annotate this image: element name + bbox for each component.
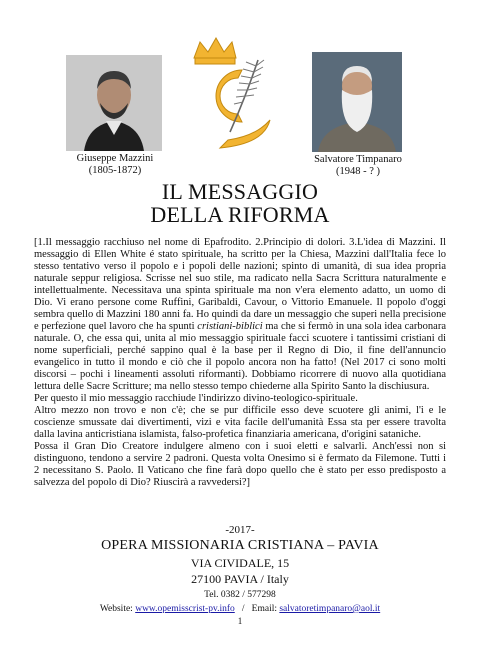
- email-label: Email:: [251, 604, 277, 614]
- mazzini-portrait: [66, 55, 162, 151]
- page-number: 1: [237, 616, 243, 626]
- email-link[interactable]: salvatoretimpanaro@aol.it: [279, 604, 381, 614]
- footer-year: -2017-: [225, 524, 255, 536]
- page-title: [130, 180, 350, 226]
- portrait-mazzini-image: [66, 55, 162, 151]
- links-separator: /: [241, 604, 245, 614]
- portrait-timpanaro-image: [312, 52, 402, 152]
- mazzini-dates: (1805-1872): [88, 165, 142, 176]
- mazzini-name: Giuseppe Mazzini: [76, 153, 154, 164]
- paragraph-1-emphasis: cristiani-biblici: [197, 321, 263, 332]
- footer-organization: OPERA MISSIONARIA CRISTIANA – PAVIA: [101, 538, 379, 553]
- timpanaro-caption: [296, 154, 420, 178]
- title-line-1: IL MESSAGGIO: [161, 179, 319, 204]
- crown-c-s-palm-emblem-icon: [186, 36, 274, 152]
- paragraph-1: [34, 237, 446, 393]
- paragraph-1-end: ma che si fermò in una sola idea carbonara naturale. O, che essa qui, unita al mio messaggio spirituale facci scuotere i tantissimi cristiani di nome superficiali, perché sappino qual è la base per il Regno di Dio, il fine dell'annuncio evangelico in tutto il mondo e ciò che il popolo ancora non ha fatto! (Nel 2017 ci sono molti discorsi – pochi i lineamenti assoluti riformanti). Dobbiamo ricorrere di nuovo alla quotidiana lettura delle Sacre Scritture; ma nello stesso tempo chiederne alla Spirito Santo la dischiusura.: [34, 321, 446, 392]
- title-line-2: DELLA RIFORMA: [150, 202, 330, 227]
- website-label: Website:: [99, 604, 133, 614]
- footer-contact-links: [0, 604, 480, 614]
- footer-city: 27100 PAVIA / Italy: [191, 572, 289, 586]
- message-body: [34, 237, 446, 489]
- website-link[interactable]: www.opemisscrist-pv.info: [135, 604, 235, 614]
- timpanaro-dates: (1948 - ? ): [335, 166, 381, 177]
- mazzini-caption: [50, 153, 180, 177]
- paragraph-4: Possa il Gran Dio Creatore indulgere almeno con i suoi eletti e salvarli. Anch'essi non si distinguono, tendono a servire 2 padroni. Questa volta Onesimo si è fermato da Filemone. Tutti i 2 necessitano S. Paolo. Il Vaticano che fine farà dopo quello che è stato per esso predisposto a salvezza del popolo di Dio? Riuscirà a ravvedersi?]: [34, 441, 446, 488]
- footer-street: VIA CIVIDALE, 15: [190, 556, 290, 570]
- footer-telephone: Tel. 0382 / 577298: [204, 590, 276, 600]
- paragraph-3: Altro mezzo non trovo e non c'è; che se pur difficile esso deve scuotere gli animi, l'i e le coscienze smussate dai divertimenti, vizi e vita facile dell'umanità Essa sta per essere travolta dalla lavina anticristiana islamista, falso-profetica finanziaria americana, d'origini sataniche.: [34, 405, 446, 440]
- timpanaro-name: Salvatore Timpanaro: [314, 154, 402, 165]
- timpanaro-portrait: [312, 52, 402, 152]
- paragraph-2: Per questo il mio messaggio racchiude l'indirizzo divino-teologico-spirituale.: [34, 393, 358, 404]
- paragraph-1-start: [1.Il messaggio racchiuso nel nome di Epafrodito. 2.Principio di dolori. 3.L'idea di Mazzini. Il messaggio di Ellen White é stato spirituale, ha scritto per la Chiesa, Mazzini dall'Italia fece lo stesso tentativo verso il popolo e i popoli delle nazioni; spinto di umanità, di sua idea propria naturale seppur religiosa. Scrisse nel suo stile, ma radicato nella Sacra Scrittura naturalmente e intellettualmente. Necessitava una spinta spirituale ma non v'era elemento adatto, un uomo di Dio. Vi erano persone come Ruffini, Garibaldi, Cavour, o Vittorio Emanuele. Il popolo d'oggi sembra quello di Mazzini 180 anni fa. Ho quindi da dare un messaggio che superi nella precisione e perfezione quel lavoro che ha spunti: [34, 237, 447, 332]
